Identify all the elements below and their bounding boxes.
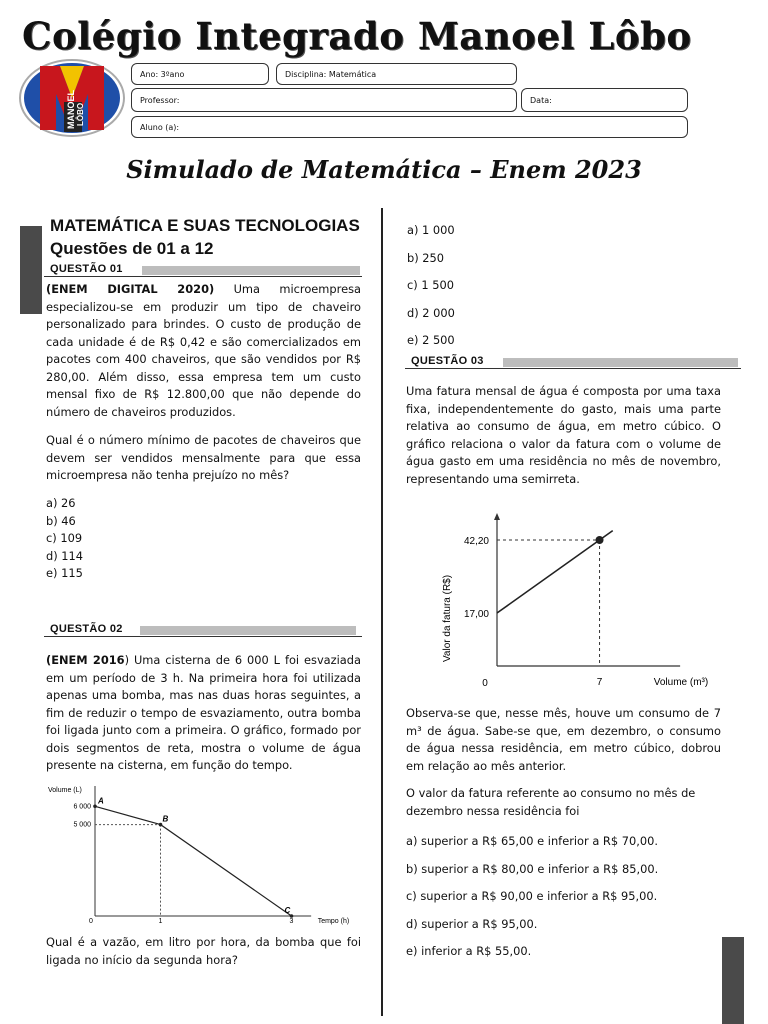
x-tick-label: 3 — [289, 918, 294, 925]
x-tick-label: 7 — [596, 677, 603, 688]
point-label: B — [162, 814, 169, 824]
heading-bar — [140, 626, 356, 635]
cistern-volume-chart — [44, 780, 364, 928]
question-3-heading-text: QUESTÃO 03 — [411, 355, 484, 367]
section-title: MATEMÁTICA E SUAS TECNOLOGIAS — [50, 216, 360, 235]
heading-underline — [44, 276, 362, 277]
data-point — [596, 536, 604, 544]
question-1-heading-text: QUESTÃO 01 — [50, 263, 123, 275]
logo-text-2: LÔBO — [76, 102, 85, 126]
question-1-text — [46, 281, 361, 421]
field-ano[interactable]: Ano: 3ºano — [131, 63, 269, 85]
y-tick-label: 42,20 — [463, 536, 489, 547]
data-point — [93, 804, 97, 808]
left-side-bar — [20, 226, 42, 314]
y-axis-label: Volume (L) — [48, 787, 82, 794]
field-aluno[interactable]: Aluno (a): — [131, 116, 688, 138]
question-2-heading-text: QUESTÃO 02 — [50, 623, 123, 635]
q1-option-a[interactable]: a) 26 — [46, 496, 76, 510]
y-tick-label: 17,00 — [463, 609, 489, 620]
x-tick-label: 0 — [482, 678, 488, 689]
question-1-question: Qual é o número mínimo de pacotes de chaveiros que devem ser vendidos mensalmente para que essa microempresa não tenha prejuízo no mês? — [46, 433, 361, 482]
q1-option-e[interactable]: e) 115 — [46, 566, 83, 580]
x-axis-label: Tempo (h) — [317, 918, 350, 925]
q2-option-c[interactable]: c) 1 500 — [407, 278, 454, 292]
q1-option-c[interactable]: c) 109 — [46, 531, 83, 545]
logo-text-1: MANOEL — [66, 90, 76, 129]
q3-option-b[interactable]: b) superior a R$ 80,00 e inferior a R$ 85,00. — [406, 861, 659, 876]
field-professor[interactable]: Professor: — [131, 88, 517, 112]
question-1-source: (ENEM DIGITAL 2020) — [46, 282, 215, 296]
q2-option-e[interactable]: e) 2 500 — [407, 333, 455, 347]
question-3-text-2: Observa-se que, nesse mês, houve um consumo de 7 m³ de água. Sabe-se que, em dezembro, o consumo de água nessa residência, em metro cúbico, dobrou em relação ao mês anterior. — [406, 706, 721, 773]
question-1-options — [46, 495, 83, 583]
series-line — [497, 531, 613, 613]
q3-option-e[interactable]: e) inferior a R$ 55,00. — [406, 944, 532, 958]
x-tick-label: 1 — [158, 918, 163, 925]
question-3-text: Uma fatura mensal de água é composta por uma taxa fixa, independentemente do gasto, mais uma parte relativa ao consumo de água, em metro cúbico. O gráfico relaciona o valor da fatura com o volume de água gasto em uma residência no mês de novembro, representando uma semirreta. — [406, 384, 721, 486]
heading-underline — [44, 636, 362, 637]
series-line — [95, 806, 292, 916]
question-2-source: (ENEM 2016 — [46, 653, 125, 667]
heading-bar — [503, 358, 738, 367]
question-2-question: Qual é a vazão, em litro por hora, da bomba que foi ligada no início da segunda hora? — [46, 935, 361, 967]
point-label: A — [98, 796, 104, 806]
school-name: Colégio Integrado Manoel Lôbo — [22, 14, 692, 58]
q2-option-a[interactable]: a) 1 000 — [407, 223, 455, 237]
q3-option-d[interactable]: d) superior a R$ 95,00. — [406, 916, 538, 931]
question-3-heading — [411, 355, 741, 369]
right-side-bar — [722, 937, 744, 1024]
school-logo — [18, 58, 126, 138]
question-2-heading — [50, 623, 362, 637]
y-axis-arrow — [494, 513, 500, 520]
question-3-options — [406, 828, 658, 966]
y-axis-label: Valor da fatura (R$) — [442, 574, 453, 662]
x-axis-label: Volume (m³) — [653, 677, 709, 688]
y-tick-label: 6 000 — [73, 803, 91, 811]
question-2-text — [46, 652, 361, 775]
question-2-body: ) Uma cisterna de 6 000 L foi esvaziada em um período de 3 h. Na primeira hora foi utilizada apenas uma bomba, mas nas duas horas seguintes, a fim de reduzir o tempo de esvaziamento, outra bomba foi ligada junto com a primeira. O gráfico, formado por dois segmentos de reta, mostra o volume de água presente na cisterna, em função do tempo. — [46, 653, 361, 772]
q1-option-b[interactable]: b) 46 — [46, 513, 76, 528]
section-subtitle: Questões de 01 a 12 — [50, 239, 214, 258]
question-1-heading — [50, 263, 362, 277]
point-label: C — [284, 906, 291, 915]
q3-option-a[interactable]: a) superior a R$ 65,00 e inferior a R$ 70,00. — [406, 834, 658, 848]
field-disciplina[interactable]: Disciplina: Matemática — [276, 63, 517, 85]
y-tick-label: 5 000 — [73, 821, 91, 829]
heading-underline — [405, 368, 741, 369]
q1-option-d[interactable]: d) 114 — [46, 548, 84, 563]
field-data[interactable]: Data: — [521, 88, 688, 112]
question-1-body: Uma microempresa especializou-se em produzir um tipo de chaveiro personalizado para brindes. O custo de produção de cada unidade é de R$ 0,42 e são comercializados em pacotes com 400 chaveiros, que são vendidos por R$ 280,00. Além disso, essa empresa tem um custo mensal fixo de R$ 12.800,00 que não depende do número de chaveiros produzidos. — [46, 282, 361, 419]
heading-bar — [142, 266, 360, 275]
exam-title: Simulado de Matemática – Enem 2023 — [126, 155, 642, 184]
water-bill-chart — [430, 512, 712, 692]
q2-option-d[interactable]: d) 2 000 — [407, 305, 455, 320]
q3-option-c[interactable]: c) superior a R$ 90,00 e inferior a R$ 95,00. — [406, 889, 658, 903]
question-2-options — [407, 217, 455, 355]
column-divider — [381, 208, 383, 1016]
q2-option-b[interactable]: b) 250 — [407, 250, 445, 265]
question-3-question: O valor da fatura referente ao consumo no mês de dezembro nessa residência foi — [406, 786, 696, 818]
x-tick-label: 0 — [89, 918, 93, 925]
